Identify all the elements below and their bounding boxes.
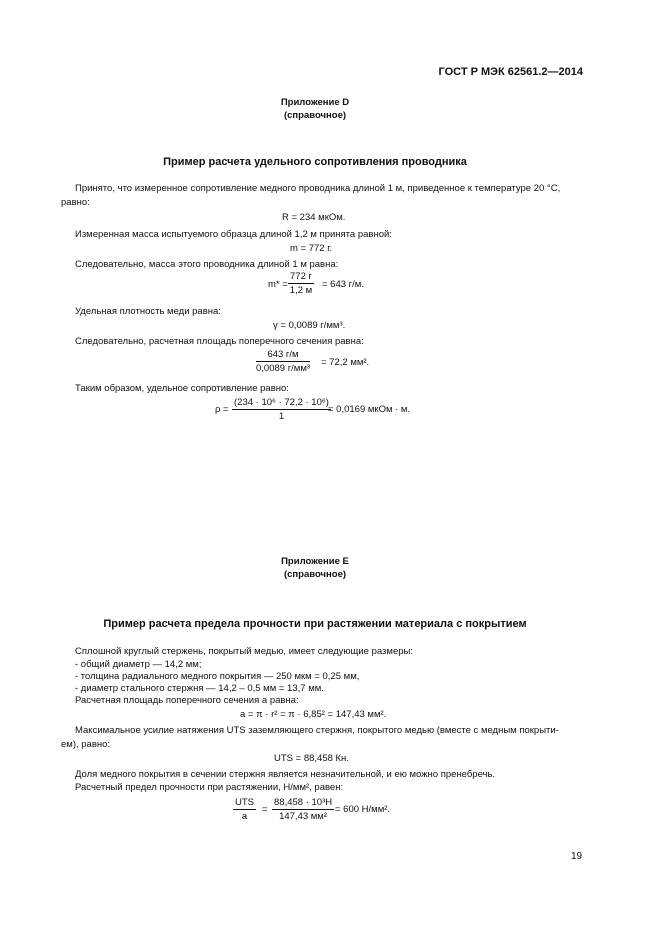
paragraph: равно: [61,197,90,208]
list-item: - общий диаметр — 14,2 мм; [75,659,202,670]
appendix-e-heading: Пример расчета предела прочности при растяжении материала с покрытием [103,618,527,630]
fraction-mass-per-length [288,271,314,296]
formula-resistance: R = 234 мкОм. [282,212,346,223]
paragraph: ем), равно: [61,739,111,750]
paragraph: Расчетный предел прочности при растяжении, Н/мм², равен: [75,782,344,793]
formula-rhs: = 72,2 мм². [321,357,370,368]
formula-area: a = π · r² = π · 6,85² = 147,43 мм². [240,709,387,720]
appendix-e-subtitle: (справочное) [283,569,347,580]
formula-rhs: = 643 г/м. [322,279,364,290]
paragraph: Удельная плотность меди равна: [75,306,221,317]
paragraph: Измеренная масса испытуемого образца длиной 1,2 м принята равной: [75,229,392,240]
appendix-d-title: Приложение D [280,97,350,108]
formula-uts: UTS = 88,458 Кн. [274,753,349,764]
appendix-e-title: Приложение E [281,556,349,567]
appendix-d-heading: Пример расчета удельного сопротивления проводника [163,156,467,168]
fraction-numerator: 643 г/м [256,349,310,362]
paragraph: Следовательно, расчетная площадь поперечного сечения равна: [75,336,364,347]
fraction-resistivity [232,397,331,422]
fraction-denominator: 1,2 м [289,285,313,296]
paragraph: Доля медного покрытия в сечении стержня является незначительной, и ею можно пренебречь. [75,769,496,780]
paragraph: Максимальное усилие натяжения UTS заземляющего стержня, покрытого медью (вместе с медным покрыти- [75,725,559,736]
fraction-denominator: 1 [278,411,285,422]
page-number: 19 [571,851,583,862]
list-item: - диаметр стального стержня — 14,2 – 0,5 мм = 13,7 мм. [75,683,324,694]
fraction-tensile-strength [272,797,334,822]
paragraph: Следовательно, масса этого проводника длиной 1 м равна: [75,259,339,270]
document-code: ГОСТ Р МЭК 62561.2—2014 [438,66,583,78]
fraction-denominator: 147,43 мм² [279,811,328,822]
paragraph: Принято, что измеренное сопротивление медного проводника длиной 1 м, приведенное к температуре 20 °C, [75,183,561,194]
list-item: - толщина радиального медного покрытия — 250 мкм = 0,25 мм, [75,671,360,682]
paragraph: Таким образом, удельное сопротивление равно: [75,383,289,394]
formula-density: γ = 0,0089 г/мм³. [273,320,346,331]
paragraph: Сплошной круглый стержень, покрытый медью, имеет следующие размеры: [75,646,413,657]
fraction-denominator: 0,0089 г/мм³ [256,363,311,374]
fraction-numerator: (234 · 10⁶ · 72,2 · 10⁶) [234,397,329,408]
paragraph: Расчетная площадь поперечного сечения a равна: [75,695,299,706]
formula-lhs: m* = [268,279,288,290]
formula-lhs: ρ = [215,404,229,415]
fraction-denominator: a [241,811,248,822]
formula-rhs: = 0,0169 мкОм · м. [328,404,411,415]
formula-rhs: = 600 Н/мм². [335,804,391,815]
appendix-d-subtitle: (справочное) [283,110,347,121]
fraction-numerator: 772 г [290,271,312,282]
formula-mass: m = 772 г. [290,243,333,254]
fraction-area [256,349,310,374]
fraction-numerator: 88,458 · 10³H [274,797,333,808]
fraction-numerator: UTS [235,797,254,808]
equals-sign: = [262,804,268,815]
fraction-uts-over-a [233,797,256,822]
